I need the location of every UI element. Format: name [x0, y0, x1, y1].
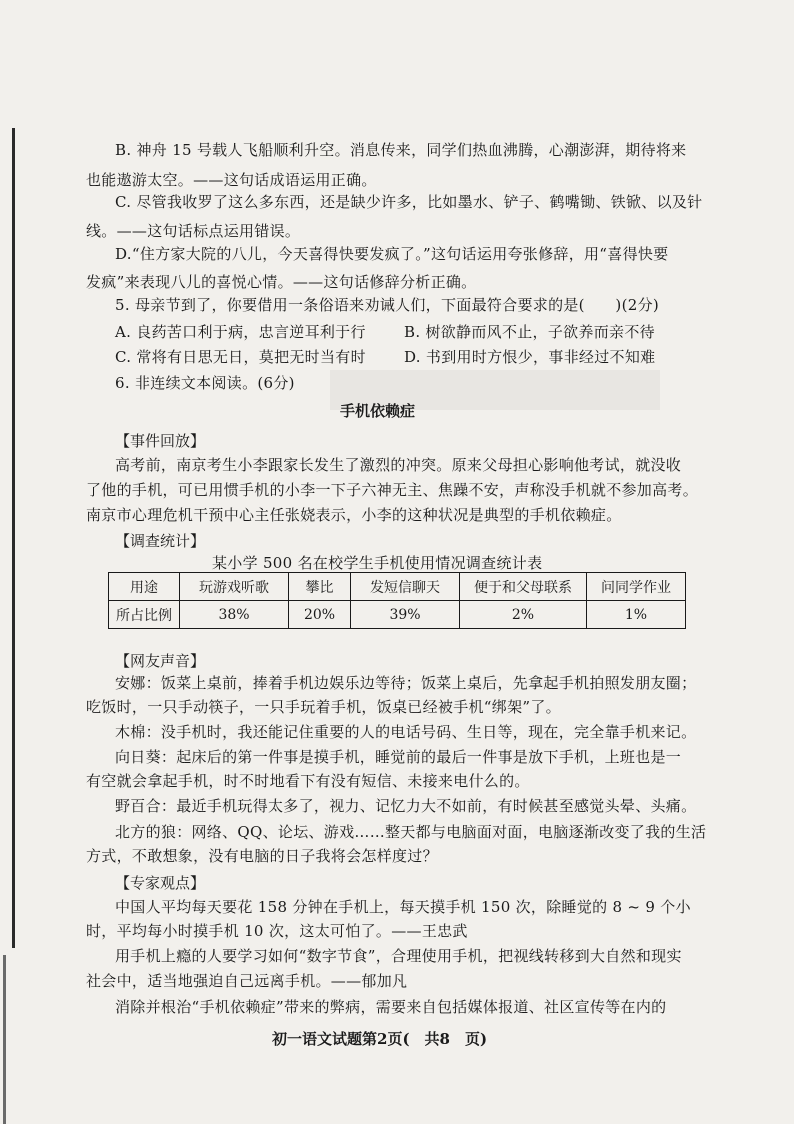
- netizen-anna-line-1: 安娜：饭菜上桌前，捧着手机边娱乐边等待；饭菜上桌后，先拿起手机拍照发朋友圈；: [115, 674, 697, 692]
- option-b-line-1: B. 神舟 15 号载人飞船顺利升空。消息传来，同学们热血沸腾，心潮澎湃，期待将来: [115, 141, 687, 159]
- option-d-line-1: D.“住方家大院的八儿，今天喜得快要发疯了。”这句话运用夸张修辞，用“喜得快要: [115, 245, 669, 263]
- table-row: [109, 573, 686, 601]
- table-cell: 便于和父母联系: [460, 573, 587, 601]
- section-heading-experts: 【专家观点】: [115, 874, 206, 892]
- event-paragraph-line-1: 高考前，南京考生小李跟家长发生了激烈的冲突。原来父母担心影响他考试，就没收: [115, 456, 682, 474]
- question-5-option-c: C. 常将有日思无日，莫把无时当有时: [115, 348, 366, 366]
- expert-3-line-1: 消除并根治“手机依赖症”带来的弊病，需要来自包括媒体报道、社区宣传等在内的: [115, 998, 667, 1016]
- expert-1-line-2: 时，平均每小时摸手机 10 次，这太可怕了。——王忠武: [86, 922, 468, 940]
- option-c-line-2: 线。——这句话标点运用错误。: [86, 222, 301, 240]
- question-5-option-b: B. 树欲静而风不止，子欲养而亲不待: [404, 323, 655, 341]
- table-cell: 1%: [587, 601, 686, 629]
- table-cell: 38%: [180, 601, 289, 629]
- table-cell: 所占比例: [109, 601, 180, 629]
- binding-margin-line-lower: [3, 955, 6, 1124]
- section-heading-netizens: 【网友声音】: [115, 652, 206, 670]
- section-heading-survey: 【调查统计】: [115, 532, 206, 550]
- event-paragraph-line-2: 了他的手机，可已用惯手机的小李一下子六神无主、焦躁不安，声称没手机就不参加高考。: [86, 481, 699, 499]
- survey-table: [108, 572, 686, 629]
- netizen-mumian: 木棉：没手机时，我还能记住重要的人的电话号码、生日等，现在，完全靠手机来记。: [115, 723, 697, 741]
- question-6: 6. 非连续文本阅读。(6分): [115, 374, 295, 392]
- section-heading-events: 【事件回放】: [115, 432, 206, 450]
- table-cell: 玩游戏听歌: [180, 573, 289, 601]
- question-5-option-d: D. 书到用时方恨少，事非经过不知难: [404, 348, 656, 366]
- table-cell: 20%: [289, 601, 351, 629]
- binding-margin-line: [12, 128, 15, 948]
- table-cell: 2%: [460, 601, 587, 629]
- netizen-sunflower-line-2: 有空就会拿起手机，时不时地看下有没有短信、未接来电什么的。: [86, 772, 530, 790]
- netizen-wolf-line-1: 北方的狼：网络、QQ、论坛、游戏……整天都与电脑面对面，电脑逐渐改变了我的生活: [115, 823, 707, 841]
- expert-2-line-1: 用手机上瘾的人要学习如何“数字节食”，合理使用手机，把视线转移到大自然和现实: [115, 947, 682, 965]
- table-cell: 39%: [351, 601, 460, 629]
- page-footer: 初一语文试题第2页( 共8 页): [272, 1030, 488, 1048]
- table-cell: 攀比: [289, 573, 351, 601]
- event-paragraph-line-3: 南京市心理危机干预中心主任张娆表示，小李的这种状况是典型的手机依赖症。: [86, 506, 622, 524]
- netizen-lily: 野百合：最近手机玩得太多了，视力、记忆力大不如前，有时候甚至感觉头晕、头痛。: [115, 797, 697, 815]
- netizen-anna-line-2: 吃饭时，一只手动筷子，一只手玩着手机，饭桌已经被手机“绑架”了。: [86, 698, 561, 716]
- option-c-line-1: C. 尽管我收罗了这么多东西，还是缺少许多，比如墨水、铲子、鹤嘴锄、铁锨、以及针: [115, 193, 703, 211]
- option-b-line-2: 也能遨游太空。——这句话成语运用正确。: [86, 171, 377, 189]
- option-d-line-2: 发疯”来表现八儿的喜悦心情。——这句话修辞分析正确。: [86, 273, 477, 291]
- question-5: 5. 母亲节到了，你要借用一条俗语来劝诫人们，下面最符合要求的是( )(2分): [115, 296, 660, 314]
- netizen-wolf-line-2: 方式，不敢想象，没有电脑的日子我将会怎样度过？: [86, 847, 438, 865]
- table-cell: 问同学作业: [587, 573, 686, 601]
- article-title: 手机依赖症: [340, 402, 416, 420]
- netizen-sunflower-line-1: 向日葵：起床后的第一件事是摸手机，睡觉前的最后一件事是放下手机，上班也是一: [115, 748, 682, 766]
- expert-1-line-1: 中国人平均每天要花 158 分钟在手机上，每天摸手机 150 次，除睡觉的 8 ~ 9 个小: [115, 898, 691, 916]
- expert-2-line-2: 社会中，适当地强迫自己远离手机。——郁加凡: [86, 972, 408, 990]
- table-row: [109, 601, 686, 629]
- table-cell: 发短信聊天: [351, 573, 460, 601]
- survey-table-title: 某小学 500 名在校学生手机使用情况调查统计表: [212, 554, 543, 572]
- question-5-option-a: A. 良药苦口利于病，忠言逆耳利于行: [115, 323, 366, 341]
- table-cell: 用途: [109, 573, 180, 601]
